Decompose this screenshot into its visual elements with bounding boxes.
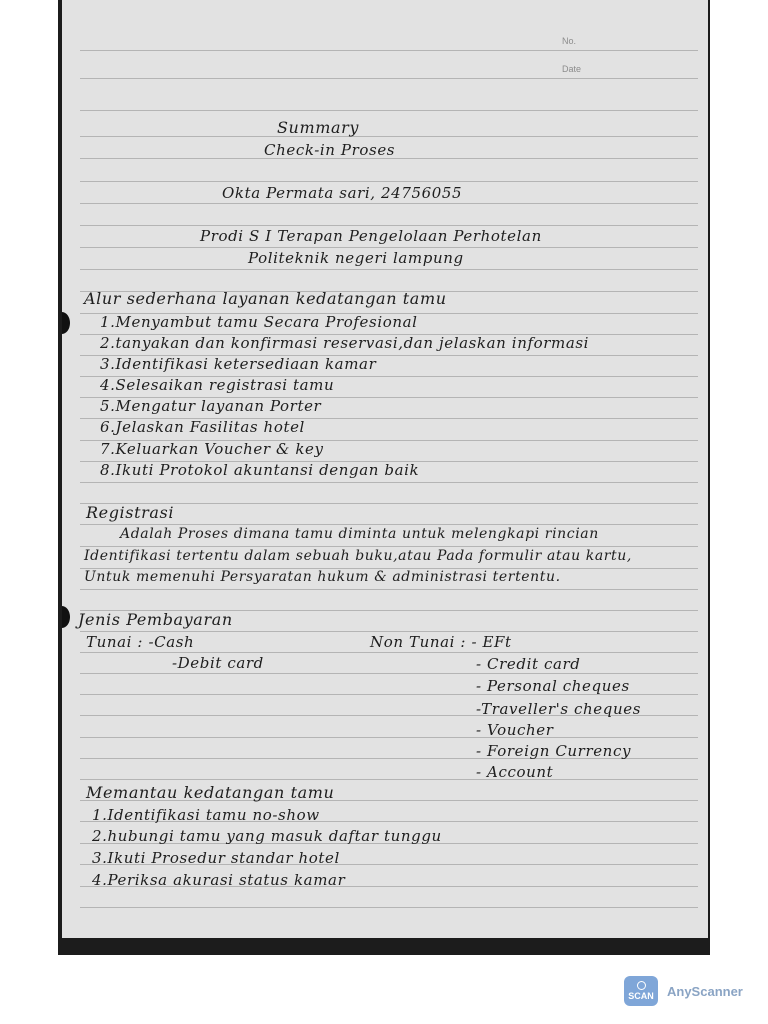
ruled-line — [80, 779, 698, 780]
ruled-line — [80, 78, 698, 79]
notebook-page — [62, 0, 708, 938]
registrasi-line: Untuk memenuhi Persyaratan hukum & administrasi tertentu. — [84, 569, 561, 585]
list-item: 4.Selesaikan registrasi tamu — [100, 376, 335, 394]
non-tunai-item: -Traveller's cheques — [476, 700, 642, 718]
scan-logo-icon: SCAN — [624, 976, 658, 1006]
list-item: 3.Identifikasi ketersediaan kamar — [100, 355, 377, 373]
registrasi-line: Identifikasi tertentu dalam sebuah buku,atau Pada formulir atau kartu, — [84, 548, 632, 564]
list-item: 6.Jelaskan Fasilitas hotel — [100, 418, 305, 436]
ruled-line — [80, 269, 698, 270]
list-item: 5.Mengatur layanan Porter — [100, 397, 322, 415]
ruled-line — [80, 181, 698, 182]
pembayaran-heading: Jenis Pembayaran — [78, 610, 233, 629]
ruled-line — [80, 203, 698, 204]
ruled-line — [80, 589, 698, 590]
ruled-line — [80, 482, 698, 483]
checkin-subtitle: Check-in Proses — [264, 141, 396, 159]
non-tunai-line: Non Tunai : - EFt — [370, 633, 512, 651]
list-item: 1.Menyambut tamu Secara Profesional — [100, 313, 418, 331]
list-item: 2.hubungi tamu yang masuk daftar tunggu — [92, 827, 442, 845]
ruled-line — [80, 652, 698, 653]
list-item: 3.Ikuti Prosedur standar hotel — [92, 849, 340, 867]
memantau-heading: Memantau kedatangan tamu — [86, 783, 335, 802]
author-line: Okta Permata sari, 24756055 — [222, 184, 463, 202]
non-tunai-item: - Account — [476, 763, 554, 781]
prodi-line: Prodi S I Terapan Pengelolaan Perhotelan — [200, 227, 542, 245]
list-item: 8.Ikuti Protokol akuntansi dengan baik — [100, 461, 420, 479]
ruled-line — [80, 225, 698, 226]
ruled-line — [80, 546, 698, 547]
list-item: 1.Identifikasi tamu no-show — [92, 806, 320, 824]
list-item: 7.Keluarkan Voucher & key — [100, 440, 324, 458]
summary-title: Summary — [277, 118, 360, 137]
non-tunai-item: - Personal cheques — [476, 677, 630, 695]
binder-hole — [62, 606, 70, 628]
non-tunai-item: - Foreign Currency — [476, 742, 632, 760]
ruled-line — [80, 247, 698, 248]
ruled-line — [80, 907, 698, 908]
ruled-line — [80, 50, 698, 51]
ruled-line — [80, 673, 698, 674]
ruled-line — [80, 524, 698, 525]
tunai-item: -Debit card — [172, 654, 264, 672]
brand-name: AnyScanner — [667, 983, 743, 999]
ruled-line — [80, 110, 698, 111]
alur-heading: Alur sederhana layanan kedatangan tamu — [84, 289, 447, 308]
anyscanner-watermark — [624, 976, 743, 1006]
school-line: Politeknik negeri lampung — [248, 249, 464, 267]
date-label: Date — [562, 64, 582, 74]
list-item: 4.Periksa akurasi status kamar — [92, 871, 346, 889]
tunai-line: Tunai : -Cash — [86, 633, 195, 651]
list-item: 2.tanyakan dan konfirmasi reservasi,dan jelaskan informasi — [100, 334, 590, 352]
binder-hole — [62, 312, 70, 334]
non-tunai-item: - Credit card — [476, 655, 581, 673]
ruled-line — [80, 136, 698, 137]
registrasi-line: Adalah Proses dimana tamu diminta untuk melengkapi rincian — [120, 526, 599, 542]
ruled-line — [80, 631, 698, 632]
no-label: No. — [562, 36, 577, 46]
ruled-line — [80, 737, 698, 738]
non-tunai-item: - Voucher — [476, 721, 554, 739]
registrasi-heading: Registrasi — [86, 503, 175, 522]
